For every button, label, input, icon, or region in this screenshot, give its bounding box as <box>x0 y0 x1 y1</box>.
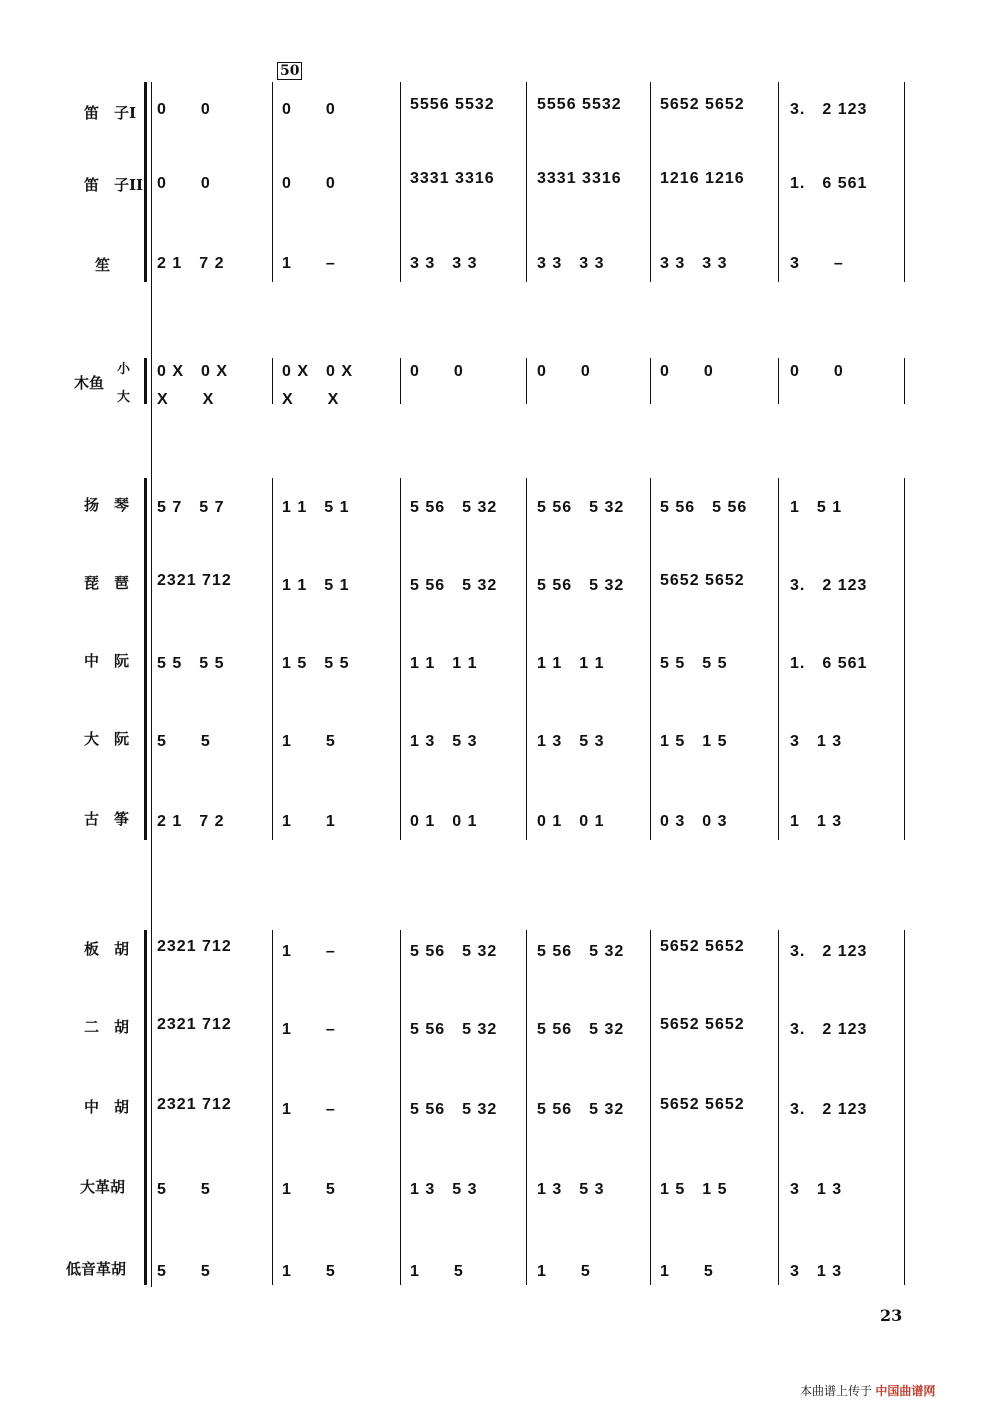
barline <box>904 82 905 282</box>
measure-dizi2-4: 3331 3316 <box>537 170 622 187</box>
measure-daruan-3: 1 3 5 3 <box>410 733 478 750</box>
measure-erhu-3: 5 56 5 32 <box>410 1021 498 1038</box>
barline <box>904 358 905 404</box>
measure-erhu-5: 5652 5652 <box>660 1016 745 1033</box>
barline <box>778 82 779 282</box>
measure-dizi2-5: 1216 1216 <box>660 170 745 187</box>
measure-banhu-1: 2321 712 <box>157 938 232 955</box>
measure-guzheng-4: 0 1 0 1 <box>537 813 605 830</box>
measure-dizi1-1: 0 0 <box>157 101 211 118</box>
measure-daruan-1: 5 5 <box>157 733 211 750</box>
measure-dizi1-4: 5556 5532 <box>537 96 622 113</box>
barline <box>400 82 401 282</box>
label-muyu: 木鱼 <box>74 374 105 392</box>
measure-daruan-5: 1 5 1 5 <box>660 733 728 750</box>
measure-pipa-1: 2321 712 <box>157 572 232 589</box>
measure-daruan-2: 1 5 <box>282 733 336 750</box>
measure-yangqin-5: 5 56 5 56 <box>660 499 748 516</box>
measure-erhu-2: 1 – <box>282 1021 336 1038</box>
barline <box>526 478 527 840</box>
measure-pipa-5: 5652 5652 <box>660 572 745 589</box>
measure-erhu-1: 2321 712 <box>157 1016 232 1033</box>
measure-diyingehu-6: 3 1 3 <box>790 1263 843 1280</box>
rehearsal-mark: 50 <box>277 62 302 80</box>
measure-sheng-5: 3 3 3 3 <box>660 255 728 272</box>
measure-sheng-6: 3 – <box>790 255 844 272</box>
measure-yangqin-3: 5 56 5 32 <box>410 499 498 516</box>
label-guzheng: 古 筝 <box>84 810 130 828</box>
footer-text: 本曲谱上传于 <box>800 1384 873 1398</box>
measure-diyingehu-1: 5 5 <box>157 1263 211 1280</box>
measure-dizi1-6: 3. 2 123 <box>790 101 868 118</box>
barline <box>904 478 905 840</box>
label-sheng: 笙 <box>95 256 111 274</box>
measure-muyu_small-1: 0 X 0 X <box>157 363 229 380</box>
measure-daruan-4: 1 3 5 3 <box>537 733 605 750</box>
measure-diyingehu-3: 1 5 <box>410 1263 464 1280</box>
measure-dizi1-2: 0 0 <box>282 101 336 118</box>
measure-banhu-2: 1 – <box>282 943 336 960</box>
measure-dagehu-1: 5 5 <box>157 1181 211 1198</box>
barline <box>272 930 273 1285</box>
measure-zhongruan-4: 1 1 1 1 <box>537 655 605 672</box>
measure-banhu-5: 5652 5652 <box>660 938 745 955</box>
barline <box>778 930 779 1285</box>
measure-guzheng-1: 2 1 7 2 <box>157 813 225 830</box>
footer <box>800 1382 935 1399</box>
measure-banhu-6: 3. 2 123 <box>790 943 868 960</box>
barline <box>778 358 779 404</box>
label-dizi2: 笛 子II <box>84 176 144 194</box>
bowed-group-brace <box>144 930 147 1285</box>
measure-zhonghu-6: 3. 2 123 <box>790 1101 868 1118</box>
measure-zhongruan-2: 1 5 5 5 <box>282 655 350 672</box>
percussion-group-brace <box>144 358 147 404</box>
label-yangqin: 扬 琴 <box>84 496 130 514</box>
measure-muyu_small-4: 0 0 <box>537 363 591 380</box>
measure-pipa-4: 5 56 5 32 <box>537 577 625 594</box>
measure-guzheng-6: 1 1 3 <box>790 813 843 830</box>
measure-banhu-4: 5 56 5 32 <box>537 943 625 960</box>
measure-pipa-3: 5 56 5 32 <box>410 577 498 594</box>
barline <box>650 478 651 840</box>
label-zhonghu: 中 胡 <box>84 1098 130 1116</box>
measure-banhu-3: 5 56 5 32 <box>410 943 498 960</box>
system-line <box>151 82 152 1287</box>
measure-zhonghu-3: 5 56 5 32 <box>410 1101 498 1118</box>
footer-site-logo: 中国曲谱网 <box>875 1384 936 1398</box>
barline <box>272 358 273 404</box>
measure-dagehu-3: 1 3 5 3 <box>410 1181 478 1198</box>
measure-zhonghu-4: 5 56 5 32 <box>537 1101 625 1118</box>
barline <box>650 930 651 1285</box>
measure-dizi1-5: 5652 5652 <box>660 96 745 113</box>
label-muyu-small: 小 <box>117 362 131 377</box>
barline <box>400 478 401 840</box>
label-zhongruan: 中 阮 <box>84 652 130 670</box>
measure-diyingehu-2: 1 5 <box>282 1263 336 1280</box>
measure-sheng-1: 2 1 7 2 <box>157 255 225 272</box>
measure-diyingehu-5: 1 5 <box>660 1263 714 1280</box>
label-banhu: 板 胡 <box>84 940 130 958</box>
page-number: 23 <box>880 1306 903 1325</box>
measure-diyingehu-4: 1 5 <box>537 1263 591 1280</box>
measure-pipa-6: 3. 2 123 <box>790 577 868 594</box>
measure-dizi2-1: 0 0 <box>157 175 211 192</box>
measure-zhongruan-5: 5 5 5 5 <box>660 655 728 672</box>
measure-muyu_big-1: X X <box>157 391 215 408</box>
barline <box>526 930 527 1285</box>
measure-dagehu-5: 1 5 1 5 <box>660 1181 728 1198</box>
measure-sheng-4: 3 3 3 3 <box>537 255 605 272</box>
label-muyu-big: 大 <box>117 390 131 405</box>
measure-zhonghu-5: 5652 5652 <box>660 1096 745 1113</box>
measure-guzheng-2: 1 1 <box>282 813 336 830</box>
barline <box>272 478 273 840</box>
measure-dizi2-3: 3331 3316 <box>410 170 495 187</box>
barline <box>904 930 905 1285</box>
measure-dizi2-2: 0 0 <box>282 175 336 192</box>
measure-zhonghu-1: 2321 712 <box>157 1096 232 1113</box>
measure-zhongruan-1: 5 5 5 5 <box>157 655 225 672</box>
measure-muyu_small-2: 0 X 0 X <box>282 363 354 380</box>
measure-dizi2-6: 1. 6 561 <box>790 175 868 192</box>
barline <box>526 82 527 282</box>
measure-erhu-4: 5 56 5 32 <box>537 1021 625 1038</box>
measure-sheng-3: 3 3 3 3 <box>410 255 478 272</box>
measure-dagehu-2: 1 5 <box>282 1181 336 1198</box>
measure-muyu_small-3: 0 0 <box>410 363 464 380</box>
measure-guzheng-3: 0 1 0 1 <box>410 813 478 830</box>
barline <box>526 358 527 404</box>
label-dagehu: 大革胡 <box>80 1178 126 1196</box>
measure-sheng-2: 1 – <box>282 255 336 272</box>
plucked-group-brace <box>144 478 147 840</box>
barline <box>778 478 779 840</box>
measure-dagehu-6: 3 1 3 <box>790 1181 843 1198</box>
measure-pipa-2: 1 1 5 1 <box>282 577 350 594</box>
measure-zhonghu-2: 1 – <box>282 1101 336 1118</box>
label-pipa: 琵 琶 <box>84 574 130 592</box>
measure-dagehu-4: 1 3 5 3 <box>537 1181 605 1198</box>
measure-daruan-6: 3 1 3 <box>790 733 843 750</box>
measure-yangqin-6: 1 5 1 <box>790 499 843 516</box>
measure-yangqin-1: 5 7 5 7 <box>157 499 225 516</box>
measure-guzheng-5: 0 3 0 3 <box>660 813 728 830</box>
measure-erhu-6: 3. 2 123 <box>790 1021 868 1038</box>
measure-yangqin-4: 5 56 5 32 <box>537 499 625 516</box>
label-daruan: 大 阮 <box>84 730 130 748</box>
label-erhu: 二 胡 <box>84 1018 130 1036</box>
label-dizi1: 笛 子I <box>84 104 137 122</box>
wind-group-brace <box>144 82 147 282</box>
barline <box>400 358 401 404</box>
measure-muyu_small-6: 0 0 <box>790 363 844 380</box>
measure-dizi1-3: 5556 5532 <box>410 96 495 113</box>
measure-muyu_big-2: X X <box>282 391 340 408</box>
measure-muyu_small-5: 0 0 <box>660 363 714 380</box>
barline <box>650 358 651 404</box>
barline <box>400 930 401 1285</box>
measure-yangqin-2: 1 1 5 1 <box>282 499 350 516</box>
barline <box>650 82 651 282</box>
barline <box>272 82 273 282</box>
label-diyingehu: 低音革胡 <box>66 1260 127 1278</box>
measure-zhongruan-6: 1. 6 561 <box>790 655 868 672</box>
measure-zhongruan-3: 1 1 1 1 <box>410 655 478 672</box>
